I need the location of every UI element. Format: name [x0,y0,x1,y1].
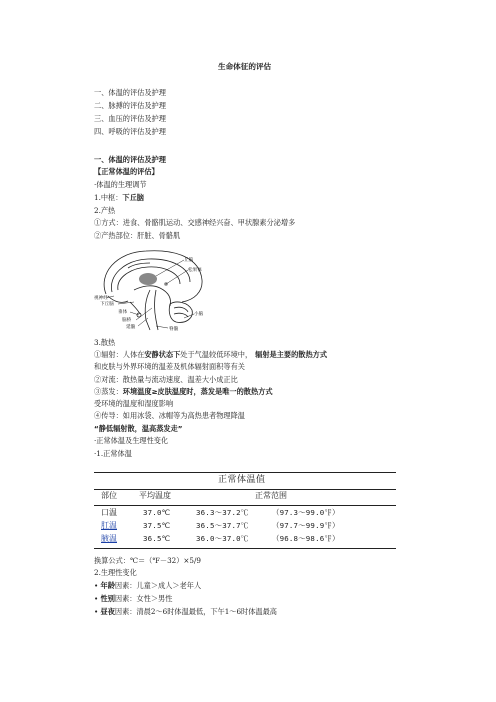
physio-item-age [94,582,201,589]
conversion-formula: 换算公式：℃＝（℉－32）×5/9 [94,556,201,565]
physio-title: 2.生理性变化 [94,568,137,577]
label-pons: 脑桥 [122,318,132,323]
physio-item-sex-text: 因素：女性＞男性 [114,594,173,603]
physio-item-day-text: 因素：清晨2～6时体温最低，下午1～6时体温最高 [114,607,277,616]
mnemonic: “静低辐射散，温高蒸发走” [94,424,183,433]
center-prefix: 1.中枢： [94,193,123,202]
table-title: 正常体温值 [218,475,266,485]
label-hypothalamus: 下丘脑 [100,302,114,307]
table-header-rule [94,505,396,506]
physio-item-sex [94,595,172,602]
physio-item-age-key: 年龄 [100,581,115,590]
label-medulla: 延髓 [126,325,136,330]
row-axillary-avg: 36.5℃ [143,534,171,543]
bullet-normal-temp: ·正常体温及生理性变化 [94,436,169,445]
row-oral-site: 口温 [101,508,117,517]
page-title: 生命体征的评估 [218,62,272,71]
table-bottom-rule [94,548,396,549]
physio-item-day [94,608,277,615]
table-header-avg: 平均温度 [139,491,171,500]
label-thalamus: 丘脑 [184,258,194,263]
heat-loss-title: 3.散热 [94,338,116,347]
row-axillary-site: 腋温 [101,534,117,543]
toc-item-3: 三、血压的评估及护理 [94,114,166,123]
evaporation-text-b: 环境温度≥皮肤温度时，蒸发是唯一的散热方式 [122,387,273,396]
physio-item-day-key: 昼夜 [100,607,115,616]
row-oral-range-f: （97.3～99.0℉） [272,508,340,517]
label-cerebellum: 小脑 [194,312,204,317]
toc-item-1: 一、体温的评估及护理 [94,88,166,97]
label-optic-nerve: 视神经 [94,296,108,301]
row-oral-range-c: 36.3～37.2℃ [196,508,249,517]
table-header-range: 正常范围 [255,491,287,500]
physio-item-sex-key: 性别 [100,594,115,603]
toc-item-4: 四、呼吸的评估及护理 [94,127,166,136]
row-oral-avg: 37.0℃ [143,508,171,517]
toc-item-2: 二、脉搏的评估及护理 [94,101,166,110]
center-line [94,194,144,201]
label-pituitary: 垂体 [118,310,128,315]
bullet-thermoregulation: ·体温的生理调节 [94,180,147,189]
convection-line: ②对流：散热量与流动速度、温差大小成正比 [94,375,238,384]
heat-production-way: ①方式：进食、骨骼肌运动、交感神经兴奋、甲状腺素分泌增多 [94,218,296,227]
table-header-site: 部位 [101,491,117,500]
row-rectal-range-c: 36.5～37.7℃ [196,521,249,530]
section-heading: 一、体温的评估及护理 [94,155,166,164]
brain-diagram [94,246,218,332]
row-rectal-range-f: （97.7～99.9℉） [272,521,340,530]
radiation-line [94,351,327,358]
radiation-text-b: 安静状态下 [144,350,181,359]
heat-production-title: 2.产热 [94,206,116,215]
evaporation-line-2: 受环境的温度和湿度影响 [94,399,174,408]
evaporation-line [94,388,273,395]
bullet-normal-temp-1: ·1.正常体温 [94,449,132,458]
table-title-rule [94,489,396,490]
table-top-rule [94,472,396,473]
label-pineal: 松果体 [188,268,202,273]
heat-production-site: ②产热部位：肝脏、骨骼肌 [94,231,181,240]
radiation-text-a: ①辐射：人体在 [94,350,145,359]
bullet-dot-icon: • [94,594,101,603]
conduction-line: ④传导：如用冰袋、冰帽等为高热患者物理降温 [94,411,245,420]
radiation-text-c: 处于气温较低环境中， [180,350,253,359]
subheading: 【正常体温的评估】 [94,167,159,176]
label-spinal-cord: 脊髓 [169,327,179,332]
radiation-line-2: 和皮肤与外界环境的温差及机体辐射面积等有关 [94,362,245,371]
row-rectal-avg: 37.5℃ [143,521,171,530]
bullet-dot-icon: • [94,607,101,616]
radiation-text-d: 辐射是主要的散热方式 [255,350,328,359]
bullet-dot-icon: • [94,581,101,590]
physio-item-age-text: 因素：儿童＞成人＞老年人 [114,581,202,590]
row-axillary-range-f: （96.8～98.6℉） [272,534,340,543]
center-value: 下丘脑 [122,193,144,202]
row-rectal-site: 肛温 [101,521,117,530]
evaporation-text-a: ③蒸发： [94,387,123,396]
row-axillary-range-c: 36.0～37.0℃ [196,534,249,543]
